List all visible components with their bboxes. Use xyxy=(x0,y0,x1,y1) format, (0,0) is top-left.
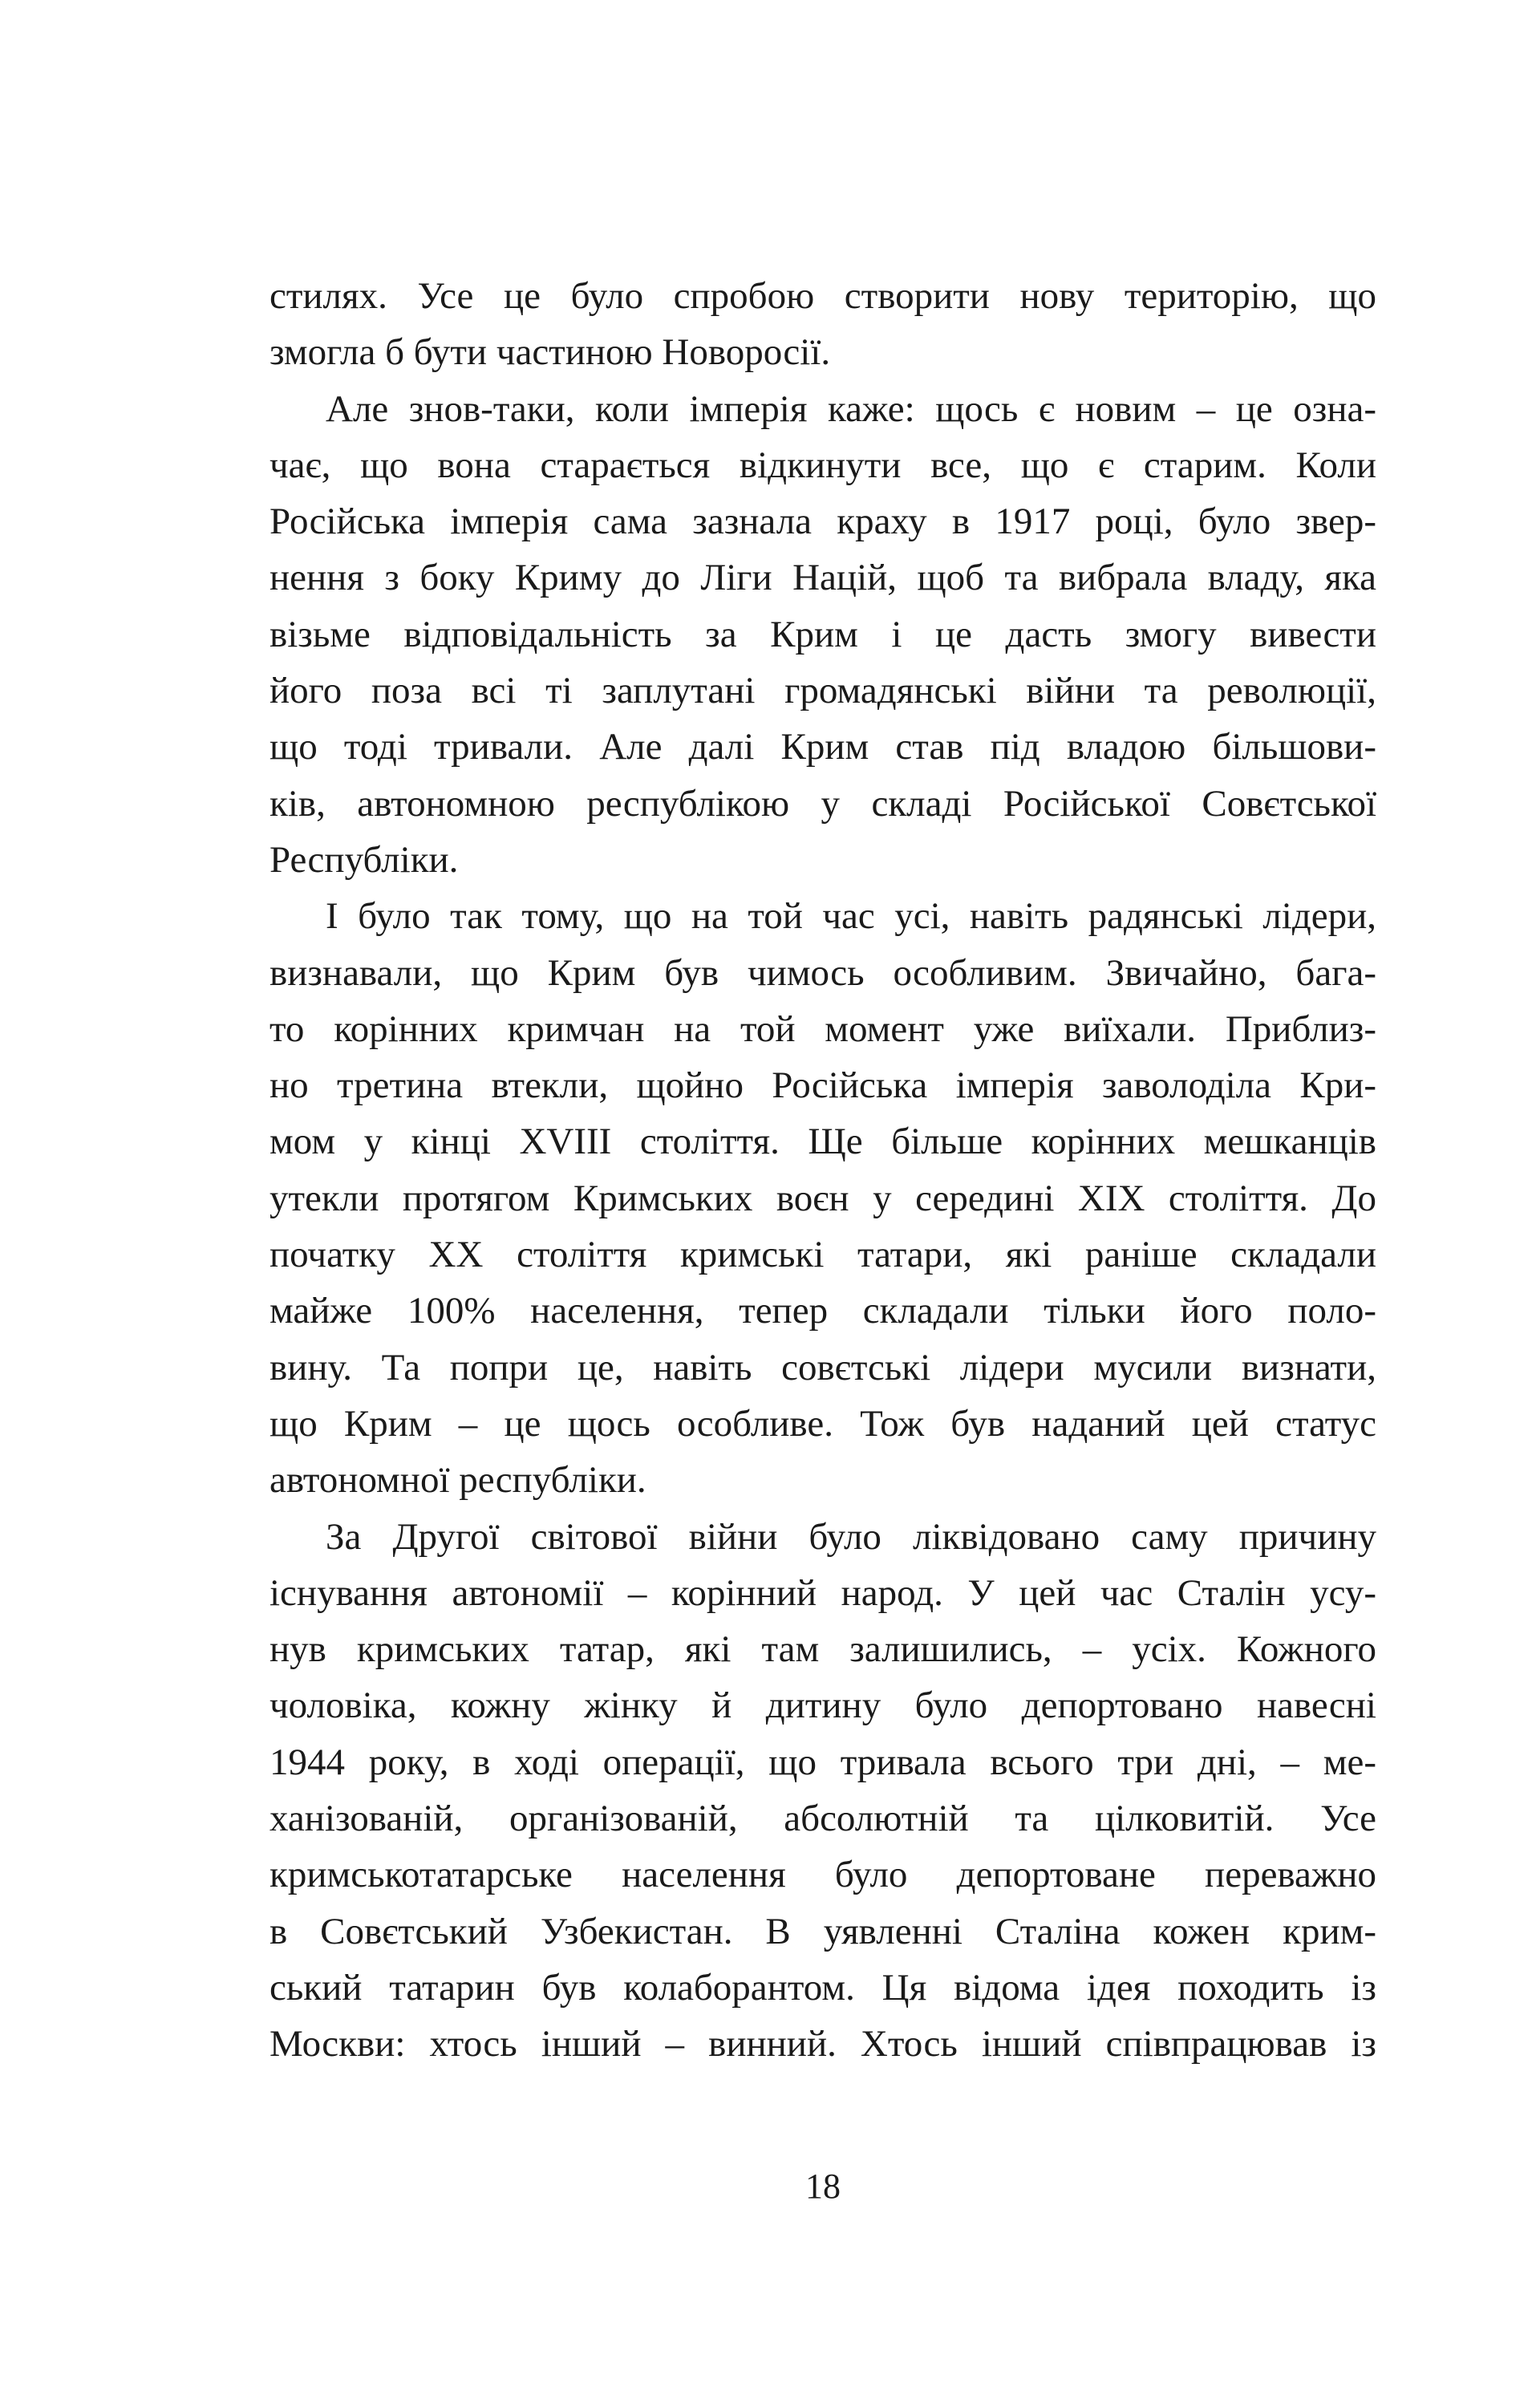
text-line: За Другої світової війни було ліквідовано саму причину xyxy=(326,1515,1376,1558)
text-line: що тоді тривали. Але далі Крим став під владою більшови- xyxy=(270,726,1376,768)
text-line: ський татарин був колаборантом. Ця відома ідея походить із xyxy=(270,1966,1376,2009)
text-line: но третина втекли, щойно Російська імперія заволоділа Кри- xyxy=(270,1064,1376,1107)
text-line: Але знов-таки, коли імперія каже: щось є новим – це озна- xyxy=(326,387,1376,430)
text-line: майже 100% населення, тепер складали тільки його поло- xyxy=(270,1290,1376,1332)
paragraph xyxy=(270,268,1376,381)
paragraph xyxy=(270,381,1376,889)
text-line: візьме відповідальність за Крим і це дасть змогу вивести xyxy=(270,613,1376,655)
text-line: що Крим – це щось особливе. Тож був наданий цей статус xyxy=(270,1402,1376,1445)
text-line: в Совєтський Узбекистан. В уявленні Сталіна кожен крим- xyxy=(270,1910,1376,1952)
text-line: чоловіка, кожну жінку й дитину було депортовано навесні xyxy=(270,1684,1376,1727)
text-line: існування автономії – корінний народ. У цей час Сталін усу- xyxy=(270,1571,1376,1614)
text-line: початку XX століття кримські татари, які раніше складали xyxy=(270,1234,1376,1276)
text-line: Москви: хтось інший – винний. Хтось інший співпрацював із xyxy=(270,2023,1376,2065)
text-line: чає, що вона старається відкинути все, що є старим. Коли xyxy=(270,444,1376,486)
text-line: Російська імперія сама зазнала краху в 1917 році, було звер- xyxy=(270,501,1376,543)
text-line: змогла б бути частиною Новоросії. xyxy=(270,331,831,374)
text-line: І було так тому, що на той час усі, навіть радянські лідери, xyxy=(326,895,1376,938)
text-line: Республіки. xyxy=(270,838,459,881)
text-line: кримськотатарське населення було депортоване переважно xyxy=(270,1854,1376,1896)
text-line: ків, автономною республікою у складі Російської Совєтської xyxy=(270,782,1376,825)
page-body-text xyxy=(270,268,1376,2073)
text-line: його поза всі ті заплутані громадянські війни та революції, xyxy=(270,670,1376,712)
text-line: вину. Та попри це, навіть совєтські лідери мусили визнати, xyxy=(270,1346,1376,1388)
text-line: мом у кінці XVIII століття. Ще більше корінних мешканців xyxy=(270,1121,1376,1163)
page-number: 18 xyxy=(805,2167,841,2206)
text-line: визнавали, що Крим був чимось особливим. Звичайно, бага- xyxy=(270,951,1376,994)
text-line: автономної республіки. xyxy=(270,1459,646,1502)
text-line: то корінних кримчан на той момент уже виїхали. Приблиз- xyxy=(270,1007,1376,1050)
text-line: ханізованій, організованій, абсолютній та цілковитій. Усе xyxy=(270,1798,1376,1840)
text-line: нув кримських татар, які там залишились, – усіх. Кожного xyxy=(270,1628,1376,1671)
paragraph xyxy=(270,888,1376,1508)
text-line: нення з боку Криму до Ліги Націй, щоб та вибрала владу, яка xyxy=(270,557,1376,599)
paragraph xyxy=(270,1509,1376,2073)
text-line: стилях. Усе це було спробою створити нову територію, що xyxy=(270,275,1376,317)
text-line: 1944 року, в ході операції, що тривала всього три дні, – ме- xyxy=(270,1741,1376,1783)
text-line: утекли протягом Кримських воєн у середині XIX століття. До xyxy=(270,1177,1376,1219)
